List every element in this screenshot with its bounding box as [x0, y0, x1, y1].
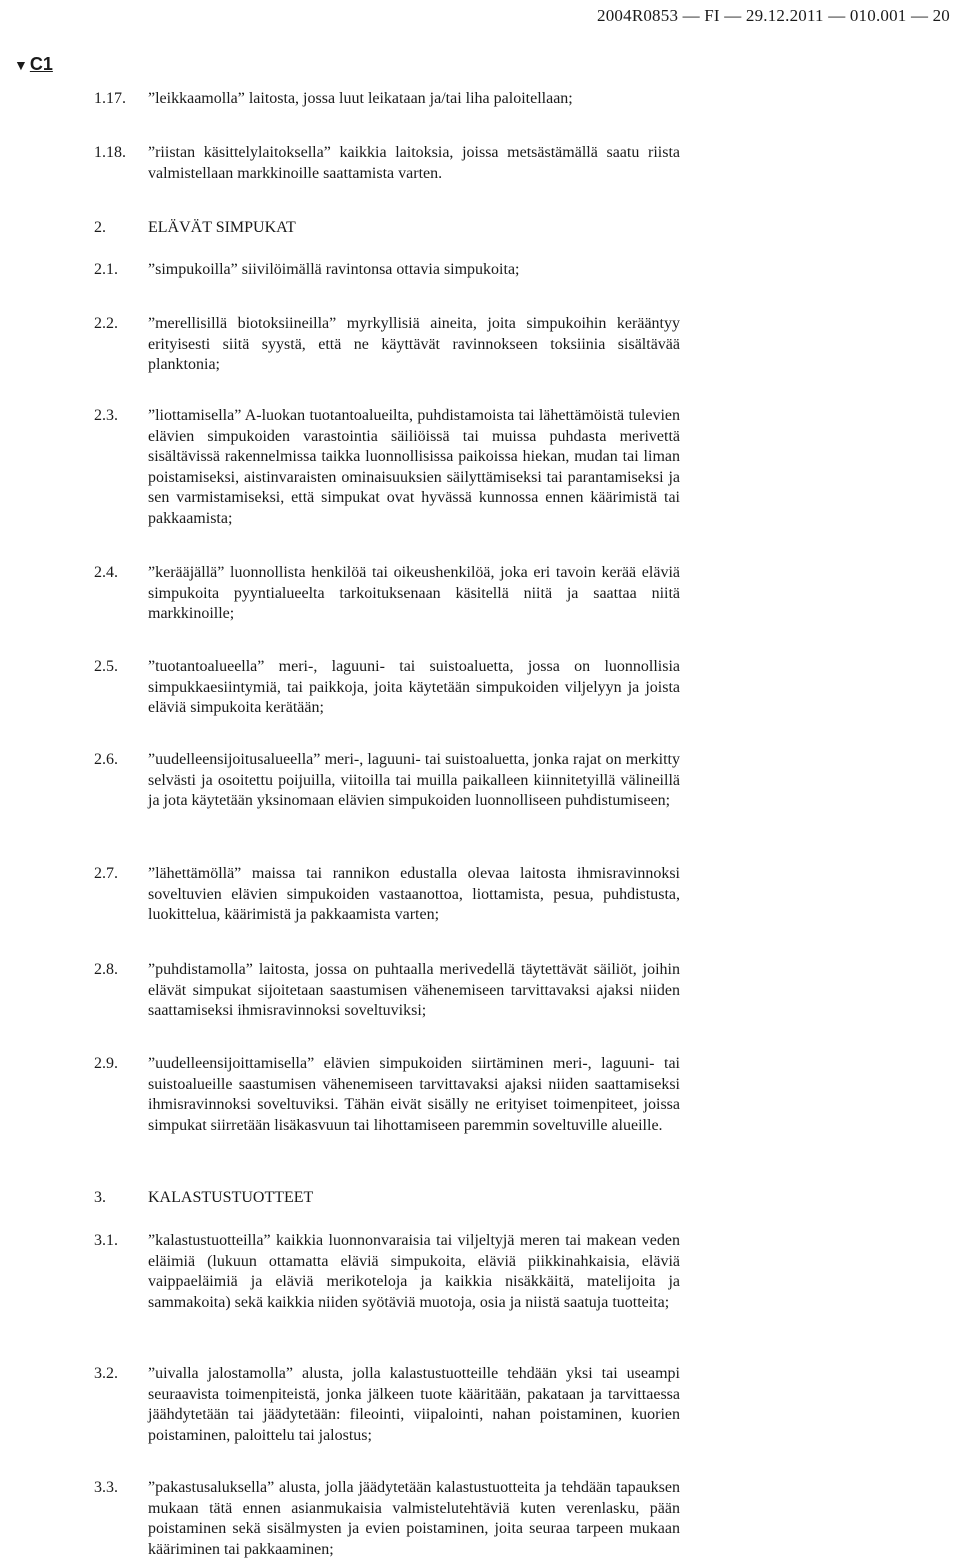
running-header: 2004R0853 — FI — 29.12.2011 — 010.001 — 20: [597, 6, 950, 25]
definition-1-18: [94, 143, 680, 184]
entry-number: 2.3.: [94, 407, 118, 424]
entry-text: ”kerääjällä” luonnollista henkilöä tai oikeushenkilöä, joka eri tavoin kerää eläviä simpukoita pyyntialueelta tarkoituksenaan käsitellä niitä ja saattaa niitä markkinoille;: [148, 564, 680, 622]
entry-number: 2.7.: [94, 865, 118, 882]
definition-2-2: [94, 314, 680, 376]
definition-3-1: [94, 1231, 680, 1313]
corrigendum-code: C1: [29, 54, 53, 74]
entry-text: ”leikkaamolla” laitosta, jossa luut leikataan ja/tai liha paloitellaan;: [148, 90, 573, 107]
section-title: KALASTUSTUOTTEET: [148, 1189, 314, 1206]
entry-text: ”riistan käsittelylaitoksella” kaikkia laitoksia, joissa metsästämällä saatu riista valmistellaan markkinoille saattamista varten.: [148, 144, 680, 182]
entry-number: 3.1.: [94, 1232, 118, 1249]
definition-1-17: [94, 89, 680, 110]
entry-number: 1.18.: [94, 144, 126, 161]
entry-text: ”liottamisella” A-luokan tuotantoalueilta, puhdistamoista tai lähettämöistä tulevien elävien simpukoiden varastointia säiliöissä tai muissa puhdasta merivettä sisältävissä rakennelmissa taikka luonnollisissa paikoissa hiekan, mudan tai liman poistamiseksi, aistinvaraisten ominaisuuksien säilyttämiseksi tai parantamiseksi ja sen varmistamiseksi, että simpukat ovat hyvässä kunnossa ennen käärimistä tai pakkaamista;: [148, 407, 680, 527]
definition-2-6: [94, 750, 680, 812]
entry-text: ”puhdistamolla” laitosta, jossa on puhtaalla merivedellä täytettävät säiliöt, joihin elävät simpukat sijoitetaan saastumisen vähenemiseen tarvittavaksi ajaksi niiden saattamiseksi ihmisravinnoksi soveltuviksi;: [148, 961, 680, 1019]
triangle-down-icon: ▼: [14, 57, 28, 73]
section-heading-3: [94, 1188, 680, 1209]
entry-text: ”uivalla jalostamolla” alusta, jolla kalastustuotteille tehdään yksi tai useampi seuraavista toimenpiteistä, jonka jälkeen tuote kääritään, pakataan ja tarvittaessa jäähdytetään tai jäädytetään: fileointi, viipalointi, nahan poistaminen, kuorien poistaminen, paloittelu tai jalostus;: [148, 1365, 680, 1444]
entry-number: 2.6.: [94, 751, 118, 768]
definition-2-5: [94, 657, 680, 719]
definition-2-7: [94, 864, 680, 926]
entry-number: 2.5.: [94, 658, 118, 675]
definition-3-2: [94, 1364, 680, 1446]
definition-3-3: [94, 1478, 680, 1560]
entry-text: ”tuotantoalueella” meri-, laguuni- tai suistoaluetta, jossa on luonnollisia simpukkaesiintymiä, tai paikkoja, joita käytetään simpukoiden viljelyyn ja joista eläviä simpukoita kerätään;: [148, 658, 680, 716]
entry-number: 3.3.: [94, 1479, 118, 1496]
definition-2-3: [94, 406, 680, 529]
section-title: ELÄVÄT SIMPUKAT: [148, 219, 296, 236]
entry-number: 2.1.: [94, 261, 118, 278]
definition-2-1: [94, 260, 680, 281]
definition-2-9: [94, 1054, 680, 1136]
entry-number: 2.8.: [94, 961, 118, 978]
entry-number: 3.2.: [94, 1365, 118, 1382]
section-number: 2.: [94, 219, 106, 236]
entry-text: ”simpukoilla” siivilöimällä ravintonsa ottavia simpukoita;: [148, 261, 520, 278]
definition-2-4: [94, 563, 680, 625]
entry-number: 2.4.: [94, 564, 118, 581]
entry-text: ”kalastustuotteilla” kaikkia luonnonvaraisia tai viljeltyjä meren tai makean veden eläimiä (lukuun ottamatta eläviä simpukoita, eläviä piikkinahkaisia, eläviä vaippaeläimiä ja eläviä merikoteloja ja kaikkia nisäkkäitä, matelijoita ja sammakoita) sekä kaikkia niiden syötäviä muotoja, osia ja niistä saatuja tuotteita;: [148, 1232, 680, 1311]
entry-text: ”uudelleensijoitusalueella” meri-, laguuni- tai suistoaluetta, jonka rajat on merkitty selvästi ja osoitettu poijuilla, viitoilla tai muilla paikalleen kiinnitetyillä välineillä ja jota käytetään yksinomaan elävien simpukoiden luonnolliseen puhdistumiseen;: [148, 751, 680, 809]
entry-number: 2.9.: [94, 1055, 118, 1072]
entry-text: ”merellisillä biotoksiineilla” myrkyllisiä aineita, joita simpukoihin kerääntyy erityisesti siitä syystä, että ne käyttävät ravinnokseen toksiinia sisältävää planktonia;: [148, 315, 680, 373]
entry-number: 2.2.: [94, 315, 118, 332]
entry-text: ”lähettämöllä” maissa tai rannikon edustalla olevaa laitosta ihmisravinnoksi soveltuvien elävien simpukoiden vastaanottoa, liottamista, pesua, puhdistusta, luokittelua, käärimistä ja pakkaamista varten;: [148, 865, 680, 923]
section-heading-2: [94, 218, 680, 239]
consolidation-marker: [14, 54, 53, 75]
entry-text: ”pakastusaluksella” alusta, jolla jäädytetään kalastustuotteita ja tehdään tapauksen mukaan tätä ennen asianmukaisia valmistelutehtäviä kuten verenlasku, pään poistaminen sekä sisälmysten ja evien poistaminen, joita seuraa tarpeen mukaan kääriminen tai pakkaaminen;: [148, 1479, 680, 1558]
entry-text: ”uudelleensijoittamisella” elävien simpukoiden siirtäminen meri-, laguuni- tai suistoalueille saastumisen vähenemiseen tarvittavaksi ajaksi niiden saattamiseksi ihmisravinnoksi soveltuviksi. Tähän eivät sisälly ne erityiset toimenpiteet, joissa simpukat siirretään lisäkasvuun tai lihottamiseen paremmin soveltuville alueille.: [148, 1055, 680, 1134]
entry-number: 1.17.: [94, 90, 126, 107]
definition-2-8: [94, 960, 680, 1022]
section-number: 3.: [94, 1189, 106, 1206]
